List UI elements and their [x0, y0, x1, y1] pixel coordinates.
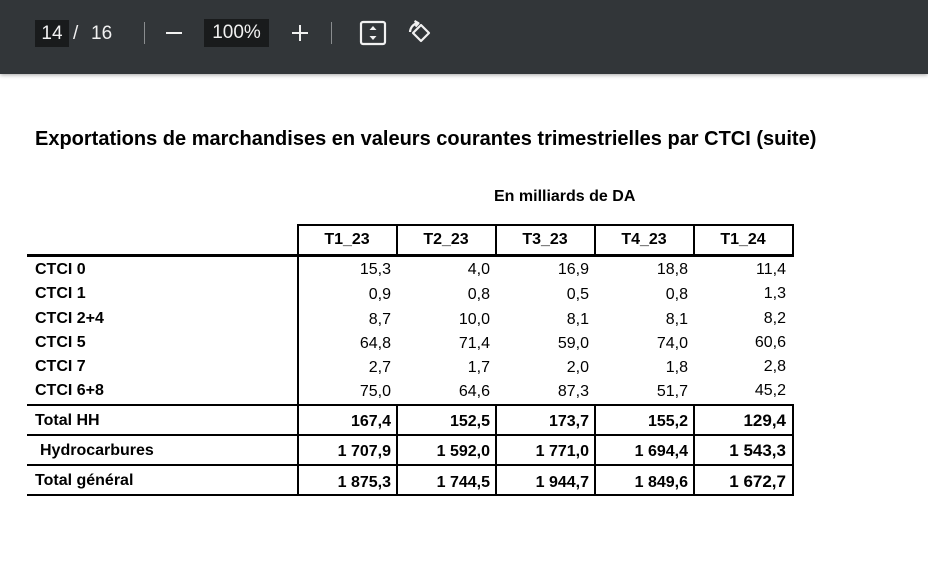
row-label: CTCI 2+4: [35, 310, 104, 327]
table-header-rule: [27, 254, 794, 257]
table-cell: 1,7: [467, 359, 490, 376]
table-cell: 1 694,4: [634, 443, 688, 460]
row-label: CTCI 0: [35, 261, 86, 278]
table-cell: 1,8: [665, 359, 688, 376]
row-label: CTCI 6+8: [35, 382, 104, 399]
rotate-icon: [405, 18, 435, 48]
table-cell: 74,0: [656, 335, 688, 352]
table-cell: 1 771,0: [535, 443, 589, 460]
page-number-input[interactable]: 14: [35, 20, 69, 47]
table-cell: 18,8: [656, 261, 688, 278]
minus-icon: [164, 23, 184, 43]
table-cell: 64,6: [458, 383, 490, 400]
table-cell: 87,3: [557, 383, 589, 400]
table-cell: 0,8: [467, 286, 490, 303]
total-pages: 16: [91, 23, 113, 44]
table-grid-line: [396, 404, 398, 496]
table-row-rule: [27, 404, 794, 406]
row-label: Total général: [35, 472, 134, 489]
fit-to-page-button[interactable]: [356, 16, 390, 50]
table-cell: 2,8: [763, 358, 786, 375]
column-header: T2_23: [423, 231, 469, 248]
table-cell: 1 672,7: [729, 472, 786, 491]
fit-page-icon: [359, 20, 387, 46]
page-separator: /: [73, 23, 79, 44]
table-grid-line: [792, 224, 794, 254]
row-label: Total HH: [35, 412, 100, 429]
zoom-level-input[interactable]: 100%: [204, 19, 269, 47]
table-cell: 8,2: [763, 310, 786, 327]
table-cell: 64,8: [359, 335, 391, 352]
table-cell: 1 944,7: [535, 474, 589, 491]
table-cell: 2,0: [566, 359, 589, 376]
table-cell: 0,9: [368, 286, 391, 303]
table-cell: 8,1: [566, 311, 589, 328]
toolbar-divider: [331, 22, 332, 44]
table-unit-label: En milliards de DA: [494, 188, 636, 205]
row-label: CTCI 5: [35, 334, 86, 351]
table-cell: 4,0: [467, 261, 490, 278]
plus-icon: [290, 23, 310, 43]
table-cell: 51,7: [656, 383, 688, 400]
table-cell: 167,4: [350, 413, 391, 430]
zoom-in-button[interactable]: [283, 16, 317, 50]
table-cell: 1 543,3: [729, 441, 786, 460]
table-cell: 0,8: [665, 286, 688, 303]
table-cell: 0,5: [566, 286, 589, 303]
table-cell: 11,4: [756, 261, 786, 278]
column-header: T1_23: [324, 231, 370, 248]
table-cell: 155,2: [647, 413, 688, 430]
table-cell: 1 707,9: [337, 443, 391, 460]
table-cell: 1 849,6: [634, 474, 688, 491]
table-grid-line: [297, 257, 299, 495]
table-cell: 1,3: [763, 285, 786, 302]
row-label: Hydrocarbures: [40, 442, 154, 459]
zoom-out-button[interactable]: [157, 16, 191, 50]
table-grid-line: [495, 404, 497, 496]
table-cell: 1 592,0: [436, 443, 490, 460]
table-cell: 8,1: [665, 311, 688, 328]
table-cell: 1 744,5: [436, 474, 490, 491]
table-cell: 75,0: [359, 383, 391, 400]
table-cell: 15,3: [359, 261, 391, 278]
rotate-button[interactable]: [403, 16, 437, 50]
table-cell: 129,4: [743, 411, 786, 430]
table-row-rule: [27, 464, 794, 466]
pdf-viewer-toolbar: [0, 0, 928, 74]
table-cell: 71,4: [458, 335, 490, 352]
table-cell: 45,2: [754, 382, 786, 399]
table-grid-line: [693, 404, 695, 496]
table-cell: 152,5: [449, 413, 490, 430]
table-border-top: [297, 224, 794, 226]
table-cell: 8,7: [368, 311, 391, 328]
toolbar-divider: [144, 22, 145, 44]
table-cell: 173,7: [548, 413, 589, 430]
table-row-rule: [27, 434, 794, 436]
table-cell: 10,0: [458, 311, 490, 328]
column-header: T4_23: [621, 231, 667, 248]
table-cell: 2,7: [368, 359, 391, 376]
column-header: T1_24: [720, 231, 766, 248]
row-label: CTCI 7: [35, 358, 86, 375]
table-grid-line: [594, 404, 596, 496]
table-cell: 16,9: [557, 261, 589, 278]
table-cell: 60,6: [754, 334, 786, 351]
row-label: CTCI 1: [35, 285, 86, 302]
table-cell: 1 875,3: [337, 474, 391, 491]
column-header: T3_23: [522, 231, 568, 248]
page-title: Exportations de marchandises en valeurs courantes trimestrielles par CTCI (suite): [35, 128, 817, 150]
table-cell: 59,0: [557, 335, 589, 352]
table-grid-line: [792, 404, 794, 496]
